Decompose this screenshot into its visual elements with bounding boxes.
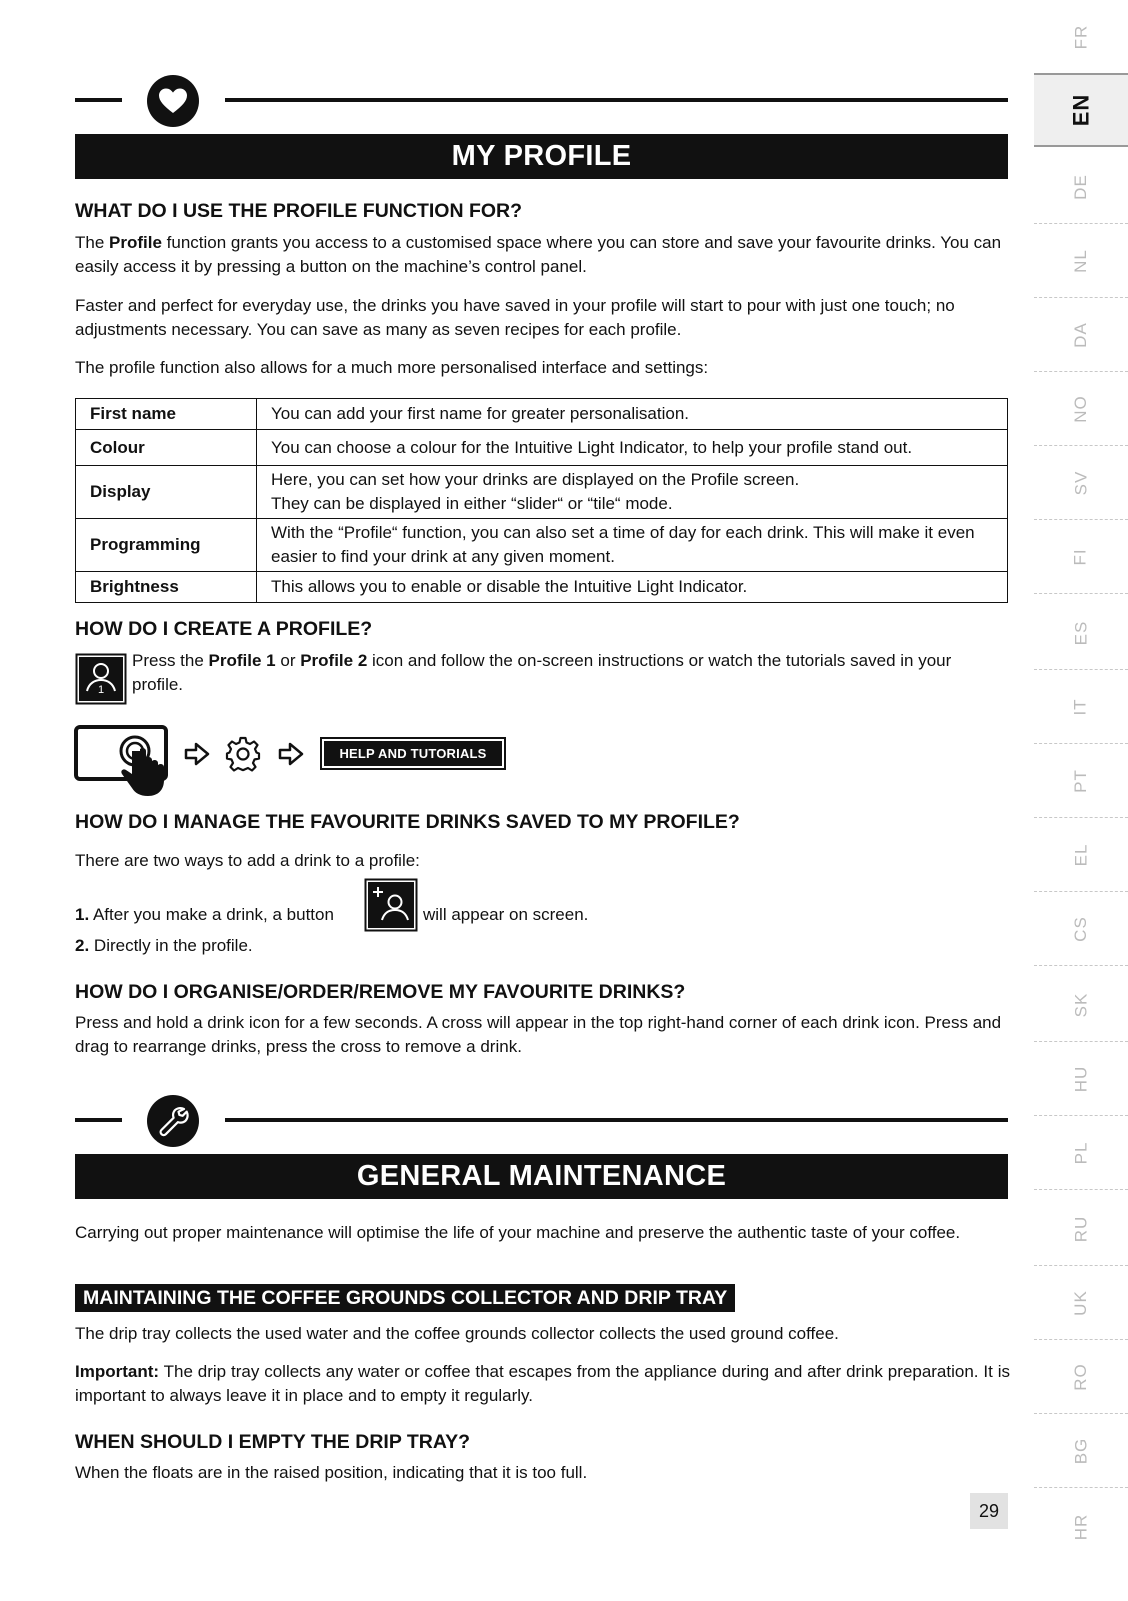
language-sidebar	[1034, 0, 1128, 1601]
language-label: BG	[1071, 1437, 1090, 1464]
language-tab-en[interactable]	[1034, 73, 1128, 147]
help-and-tutorials-label: HELP AND TUTORIALS	[324, 741, 502, 766]
profile-icon-number: 1	[97, 684, 105, 696]
table-value	[257, 466, 1008, 519]
language-tab-sv[interactable]	[1034, 446, 1128, 520]
language-label: IT	[1070, 697, 1090, 716]
paragraph-maintenance-intro: Carrying out proper maintenance will optimise the life of your machine and preserve the authentic taste of your coffee.	[75, 1223, 961, 1242]
language-label: EL	[1070, 843, 1090, 866]
table-key: First name	[76, 399, 257, 430]
table-row	[76, 519, 1008, 572]
language-tab-de[interactable]	[1034, 150, 1128, 224]
language-tab-fr[interactable]	[1034, 0, 1128, 74]
profile-section-divider	[75, 75, 1008, 135]
heading-create-profile: HOW DO I CREATE A PROFILE?	[75, 618, 373, 640]
language-tab-uk[interactable]	[1034, 1266, 1128, 1340]
language-tab-el[interactable]	[1034, 818, 1128, 892]
language-tab-bg[interactable]	[1034, 1414, 1128, 1488]
paragraph-organise: Press and hold a drink icon for a few seconds. A cross will appear in the top right-hand corner of each drink icon. Press and drag to rearrange drinks, press the cross to remove a drink.	[75, 1013, 1002, 1056]
table-row	[76, 572, 1008, 603]
paragraph-profile-settings: The profile function also allows for a much more personalised interface and settings:	[75, 358, 709, 377]
language-label: NO	[1071, 394, 1090, 423]
arrow-right-icon	[278, 742, 304, 766]
language-tab-cs[interactable]	[1034, 892, 1128, 966]
table-value: This allows you to enable or disable the Intuitive Light Indicator.	[257, 572, 1008, 603]
table-key: Brightness	[76, 572, 257, 603]
paragraph-important: Important: The drip tray collects any water or coffee that escapes from the appliance during and after drink preparation. It is important to always leave it in place and to empty it regularly.	[75, 1362, 1010, 1405]
language-tab-pl[interactable]	[1034, 1116, 1128, 1190]
language-label: PT	[1070, 768, 1090, 793]
paragraph-drip-tray: The drip tray collects the used water and the coffee grounds collector collects the used ground coffee.	[75, 1324, 839, 1343]
language-label: DE	[1071, 173, 1090, 200]
language-label: SV	[1071, 470, 1090, 495]
page-number: 29	[970, 1493, 1008, 1529]
table-key: Colour	[76, 430, 257, 466]
heading-organise-favourites: HOW DO I ORGANISE/ORDER/REMOVE MY FAVOURITE DRINKS?	[75, 981, 686, 1003]
language-label: EN	[1068, 93, 1093, 127]
step-2: 2. Directly in the profile.	[75, 936, 253, 955]
table-row	[76, 466, 1008, 519]
heading-profile-function: WHAT DO I USE THE PROFILE FUNCTION FOR?	[75, 200, 523, 222]
language-label: HU	[1071, 1065, 1090, 1092]
language-label: UK	[1071, 1289, 1090, 1316]
paragraph-empty-drip-tray: When the floats are in the raised position, indicating that it is too full.	[75, 1463, 588, 1482]
divider-line-short	[75, 98, 122, 102]
language-label: FI	[1070, 547, 1090, 566]
table-key: Display	[76, 466, 257, 519]
language-label: ES	[1071, 620, 1090, 645]
profile-icon	[75, 653, 127, 705]
profile-features-table	[75, 398, 1008, 603]
table-value: With the “Profile“ function, you can also set a time of day for each drink. This will make it even easier to find your drink at any given moment.	[257, 519, 1008, 572]
help-and-tutorials-button[interactable]	[320, 737, 506, 770]
paragraph-manage-intro: There are two ways to add a drink to a profile:	[75, 851, 420, 870]
subheading-grounds-collector: MAINTAINING THE COFFEE GROUNDS COLLECTOR AND DRIP TRAY	[75, 1284, 735, 1312]
language-tab-hr[interactable]	[1034, 1490, 1128, 1564]
language-tab-es[interactable]	[1034, 596, 1128, 670]
gear-icon	[225, 736, 261, 772]
language-label: NL	[1070, 248, 1090, 273]
language-tab-fi[interactable]	[1034, 520, 1128, 594]
language-tab-sk[interactable]	[1034, 968, 1128, 1042]
add-profile-icon	[364, 878, 418, 932]
language-label: HR	[1071, 1513, 1090, 1541]
table-key: Programming	[76, 519, 257, 572]
heart-icon	[147, 75, 199, 127]
wrench-icon	[147, 1095, 199, 1147]
divider-line-long	[225, 1118, 1008, 1122]
divider-line-short	[75, 1118, 122, 1122]
paragraph-profile-intro: The Profile function grants you access to a customised space where you can store and save your favourite drinks. You can easily access it by pressing a button on the machine’s control panel.	[75, 233, 1002, 276]
divider-line-long	[225, 98, 1008, 102]
language-label: CS	[1071, 915, 1090, 942]
language-label: SK	[1071, 992, 1090, 1017]
heading-empty-drip-tray: WHEN SHOULD I EMPTY THE DRIP TRAY?	[75, 1431, 471, 1453]
language-tab-it[interactable]	[1034, 670, 1128, 744]
paragraph-profile-everyday: Faster and perfect for everyday use, the drinks you have saved in your profile will start to pour with just one touch; no adjustments necessary. You can save as many as seven recipes for each profile.	[75, 296, 955, 339]
arrow-right-icon	[184, 742, 210, 766]
section-title-my-profile: MY PROFILE	[75, 134, 1008, 179]
language-tab-nl[interactable]	[1034, 224, 1128, 298]
language-tab-no[interactable]	[1034, 372, 1128, 446]
language-tab-hu[interactable]	[1034, 1042, 1128, 1116]
table-value-line: Here, you can set how your drinks are displayed on the Profile screen.	[271, 470, 800, 489]
step-1: 1. After you make a drink, a button	[75, 905, 334, 924]
step-1-suffix: will appear on screen.	[423, 905, 589, 924]
table-value-line: They can be displayed in either “slider“ or “tile“ mode.	[271, 494, 673, 513]
language-tab-da[interactable]	[1034, 298, 1128, 372]
language-tab-pt[interactable]	[1034, 744, 1128, 818]
table-row	[76, 430, 1008, 466]
language-label: PL	[1070, 1141, 1090, 1164]
section-title-general-maintenance: GENERAL MAINTENANCE	[75, 1154, 1008, 1199]
language-label: DA	[1071, 321, 1090, 348]
language-tab-ro[interactable]	[1034, 1340, 1128, 1414]
touchscreen-icon	[74, 724, 174, 800]
language-label: RO	[1071, 1362, 1090, 1391]
table-row	[76, 399, 1008, 430]
maintenance-section-divider	[75, 1095, 1008, 1155]
language-label: RU	[1071, 1215, 1090, 1242]
language-tab-ru[interactable]	[1034, 1192, 1128, 1266]
language-label: FR	[1070, 24, 1090, 49]
table-value: You can choose a colour for the Intuitive Light Indicator, to help your profile stand out.	[257, 430, 1008, 466]
heading-manage-favourites: HOW DO I MANAGE THE FAVOURITE DRINKS SAVED TO MY PROFILE?	[75, 811, 740, 833]
paragraph-create-profile: Press the Profile 1 or Profile 2 icon and follow the on-screen instructions or watch the tutorials saved in your profile.	[132, 651, 952, 694]
table-value: You can add your first name for greater personalisation.	[257, 399, 1008, 430]
